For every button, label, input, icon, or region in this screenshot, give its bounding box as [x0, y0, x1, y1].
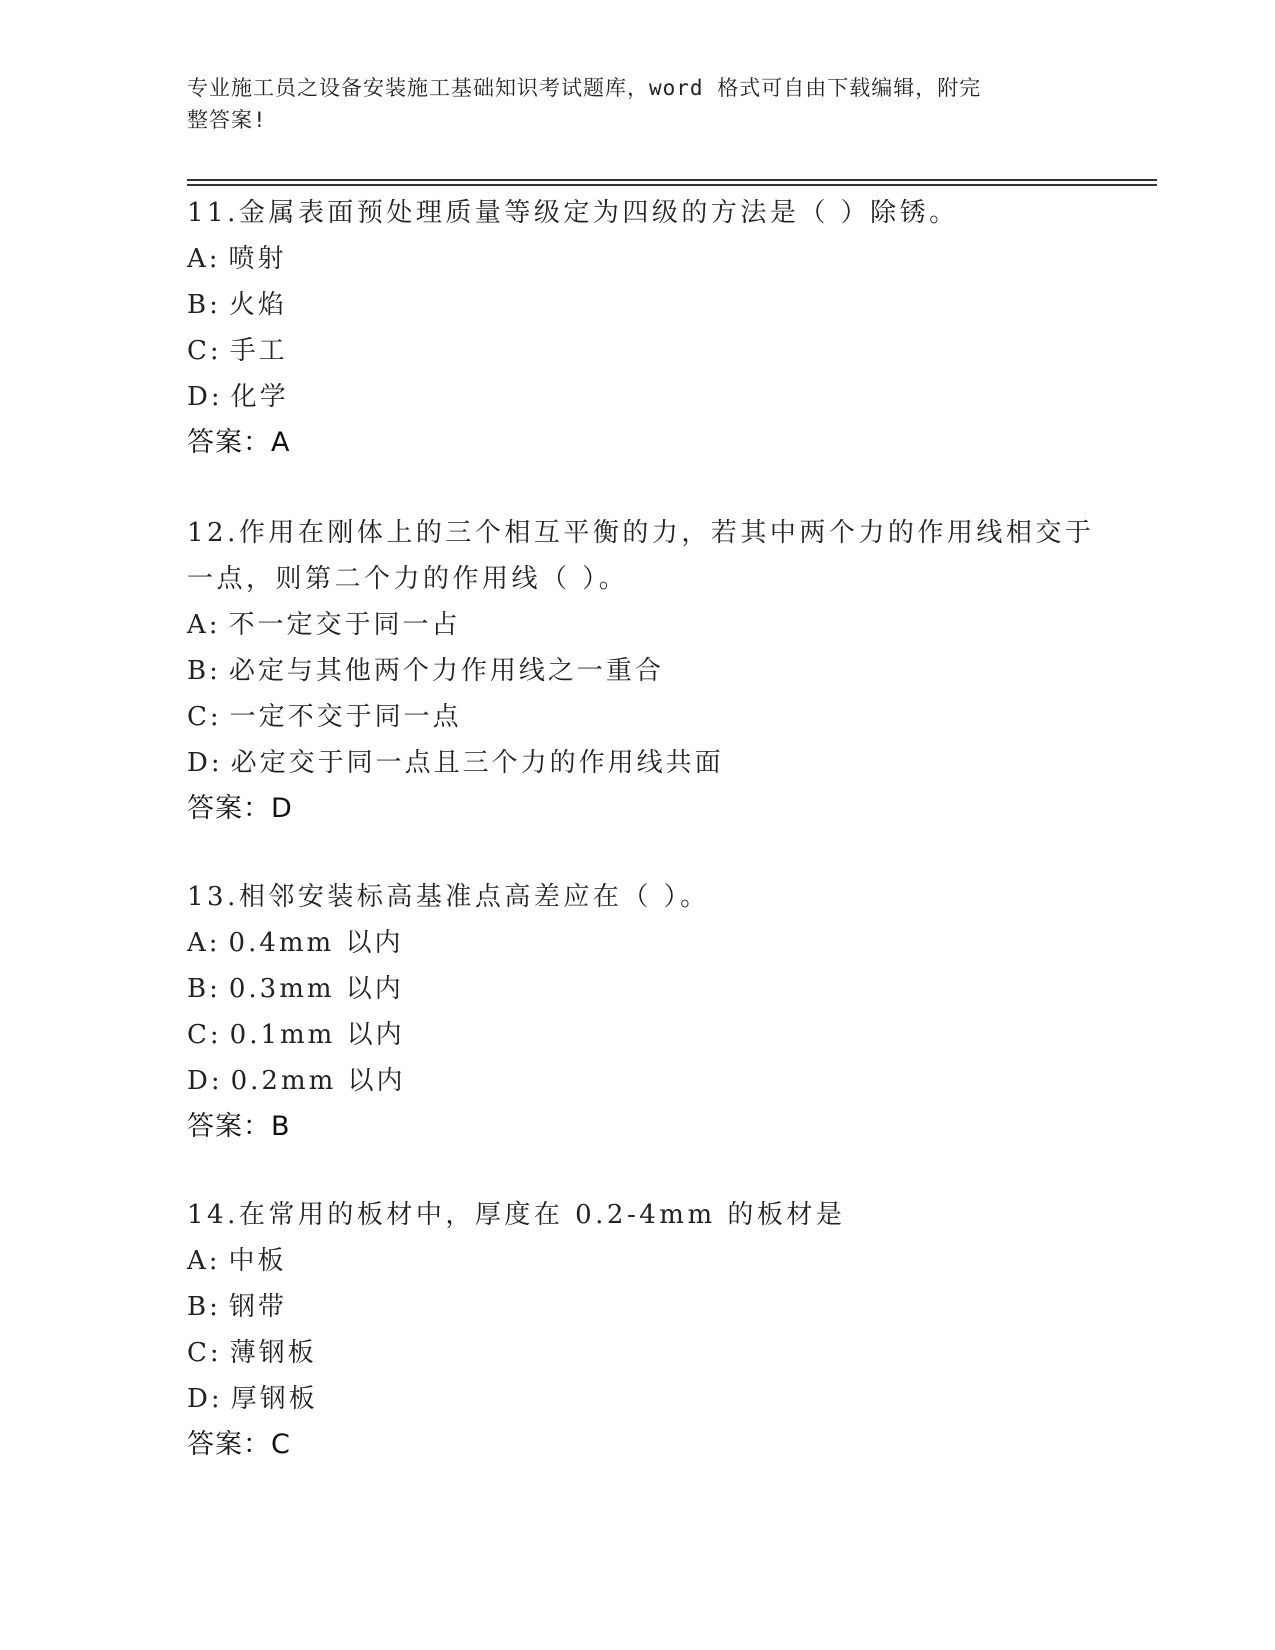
option-text: 火焰 — [228, 290, 287, 320]
option-text: 一定不交于同一点 — [229, 702, 462, 732]
option-text: 0.3mm 以内 — [228, 974, 404, 1004]
option-label: A: — [187, 244, 221, 274]
option-text: 钢带 — [228, 1292, 287, 1322]
option-b — [187, 282, 1087, 328]
header-divider-top — [187, 179, 1157, 181]
option-label: B: — [187, 1292, 221, 1322]
answer-line: 答案：B — [187, 1111, 291, 1142]
option-text: 0.4mm 以内 — [228, 928, 404, 958]
header-intro-line-1: 专业施工员之设备安装施工基础知识考试题库，word 格式可自由下载编辑，附完 — [187, 76, 982, 100]
question-stem: 11.金属表面预处理质量等级定为四级的方法是（ ）除锈。 — [187, 198, 959, 228]
option-d — [187, 374, 1087, 420]
document-header — [187, 72, 1087, 136]
option-label: D: — [187, 1384, 223, 1414]
option-text: 0.1mm 以内 — [229, 1020, 405, 1050]
answer-line: 答案：D — [187, 793, 293, 824]
option-d — [187, 1376, 1087, 1422]
option-a — [187, 1238, 1087, 1284]
option-text: 手工 — [229, 336, 288, 366]
option-c — [187, 694, 1087, 740]
option-label: C: — [187, 336, 222, 366]
question-stem: 13.相邻安装标高基准点高差应在（ ）。 — [187, 882, 710, 912]
question-11 — [187, 190, 1087, 466]
question-14 — [187, 1192, 1087, 1468]
option-label: A: — [187, 610, 221, 640]
question-13 — [187, 874, 1087, 1150]
option-label: D: — [187, 1066, 223, 1096]
option-text: 厚钢板 — [230, 1384, 318, 1414]
option-c — [187, 328, 1087, 374]
option-label: B: — [187, 290, 221, 320]
option-label: A: — [187, 928, 221, 958]
option-label: B: — [187, 974, 221, 1004]
option-c — [187, 1330, 1087, 1376]
answer-line: 答案：C — [187, 1429, 291, 1460]
option-text: 化学 — [230, 382, 289, 412]
option-text: 喷射 — [228, 244, 287, 274]
option-a — [187, 236, 1087, 282]
option-b — [187, 648, 1087, 694]
question-12 — [187, 510, 1095, 832]
option-text: 0.2mm 以内 — [230, 1066, 406, 1096]
option-a — [187, 920, 1087, 966]
option-label: B: — [187, 656, 221, 686]
option-label: D: — [187, 748, 223, 778]
option-label: C: — [187, 702, 222, 732]
question-stem-line-2: 一点，则第二个力的作用线（ ）。 — [187, 564, 629, 594]
answer-line: 答案：A — [187, 427, 291, 458]
option-b — [187, 1284, 1087, 1330]
option-d — [187, 740, 1087, 786]
option-a — [187, 602, 1087, 648]
option-text: 中板 — [228, 1246, 287, 1276]
option-label: D: — [187, 382, 223, 412]
option-text: 薄钢板 — [229, 1338, 317, 1368]
option-c — [187, 1012, 1087, 1058]
option-b — [187, 966, 1087, 1012]
question-stem: 14.在常用的板材中，厚度在 0.2-4mm 的板材是 — [187, 1200, 846, 1230]
option-d — [187, 1058, 1087, 1104]
header-intro-line-2: 整答案! — [187, 108, 267, 132]
option-label: C: — [187, 1020, 222, 1050]
option-text: 必定交于同一点且三个力的作用线共面 — [230, 748, 724, 778]
header-divider-bottom — [187, 184, 1157, 186]
question-stem-line-1: 12.作用在刚体上的三个相互平衡的力，若其中两个力的作用线相交于 — [187, 518, 1095, 548]
option-label: A: — [187, 1246, 221, 1276]
option-text: 必定与其他两个力作用线之一重合 — [228, 656, 664, 686]
option-text: 不一定交于同一占 — [228, 610, 461, 640]
option-label: C: — [187, 1338, 222, 1368]
